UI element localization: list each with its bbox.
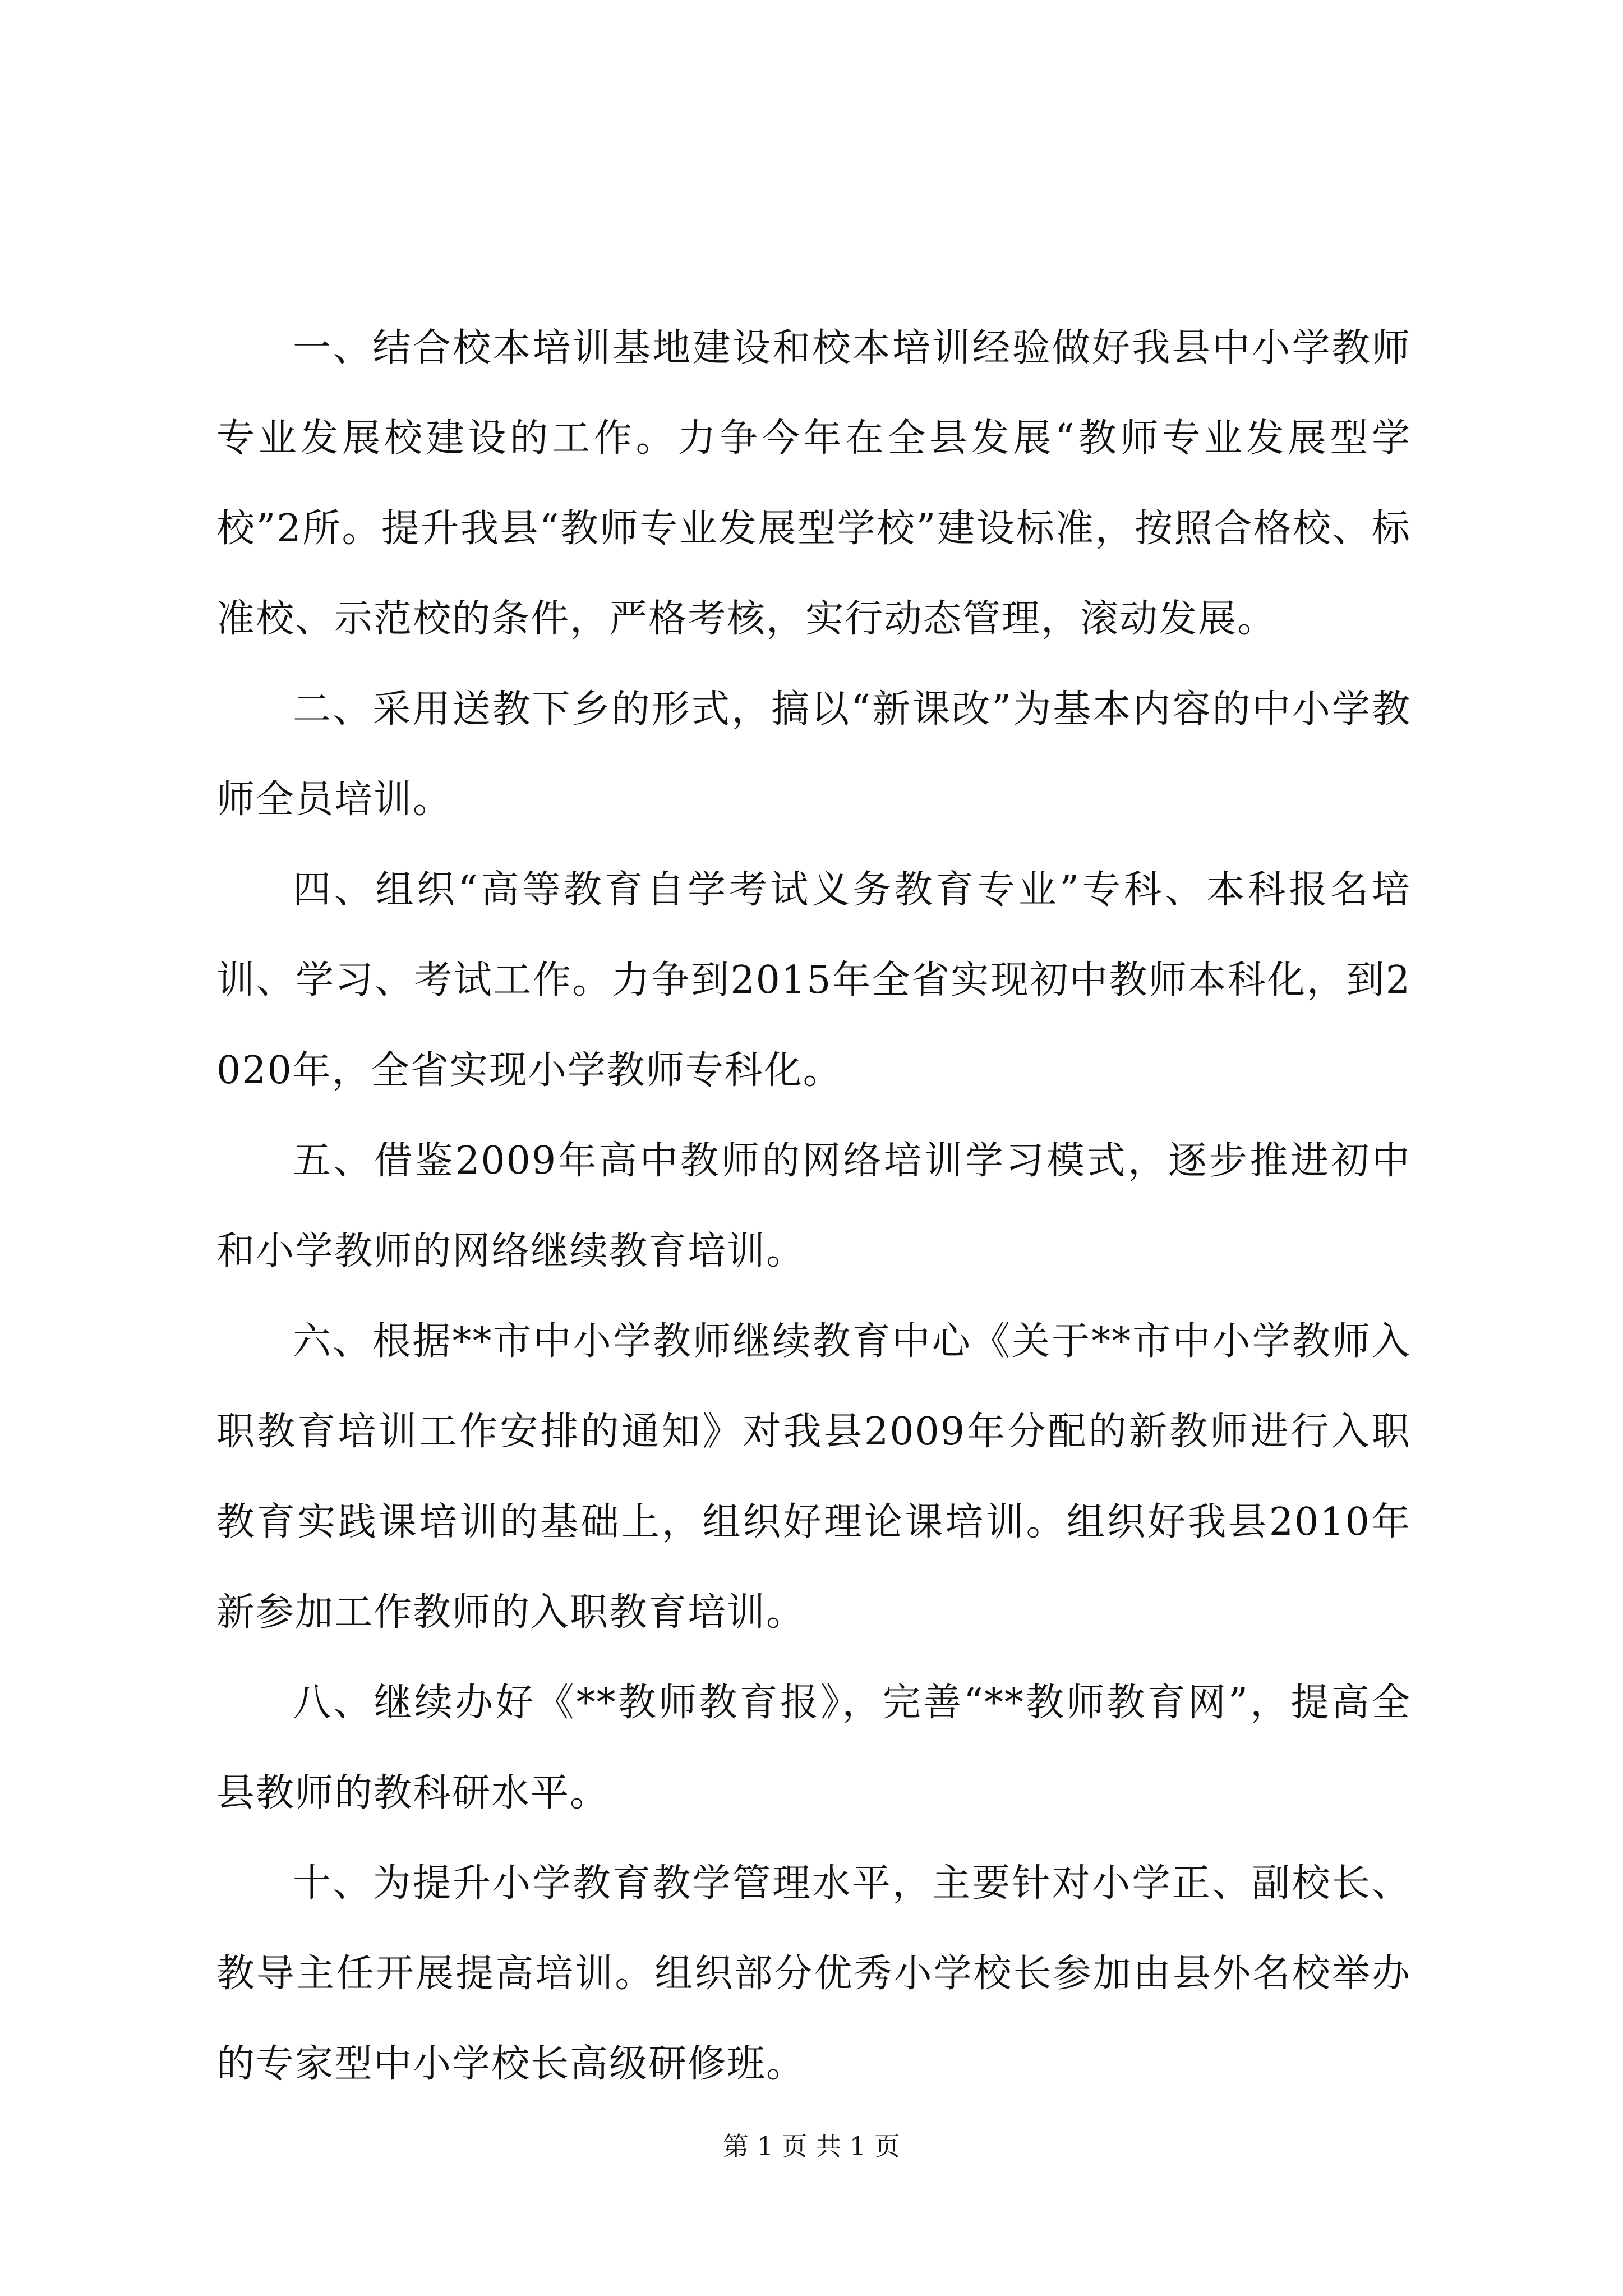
paragraph-3: 四、组织“高等教育自学考试义务教育专业”专科、本科报名培训、学习、考试工作。力争到2015年全省实现初中教师本科化，到2020年，全省实现小学教师专科化。 — [216, 868, 1411, 1093]
paragraph-6: 八、继续办好《**教师教育报》，完善“**教师教育网”，提高全县教师的教科研水平。 — [216, 1681, 1411, 1815]
paragraph-2: 二、采用送教下乡的形式，搞以“新课改”为基本内容的中小学教师全员培训。 — [216, 687, 1411, 822]
paragraph-1: 一、结合校本培训基地建设和校本培训经验做好我县中小学教师专业发展校建设的工作。力争今年在全县发展“教师专业发展型学校”2所。提升我县“教师专业发展型学校”建设标准，按照合格校、标准校、示范校的条件，严格考核，实行动态管理，滚动发展。 — [216, 326, 1411, 641]
paragraph-5: 六、根据**市中小学教师继续教育中心《关于**市中小学教师入职教育培训工作安排的通知》对我县2009年分配的新教师进行入职教育实践课培训的基础上，组织好理论课培训。组织好我县2010年新参加工作教师的入职教育培训。 — [216, 1319, 1411, 1635]
paragraph-4: 五、借鉴2009年高中教师的网络培训学习模式，逐步推进初中和小学教师的网络继续教育培训。 — [216, 1139, 1411, 1273]
page-footer: 第 1 页 共 1 页 — [723, 2131, 900, 2161]
document-body — [216, 303, 1411, 2109]
paragraph-7: 十、为提升小学教育教学管理水平，主要针对小学正、副校长、教导主任开展提高培训。组织部分优秀小学校长参加由县外名校举办的专家型中小学校长高级研修班。 — [216, 1861, 1411, 2086]
